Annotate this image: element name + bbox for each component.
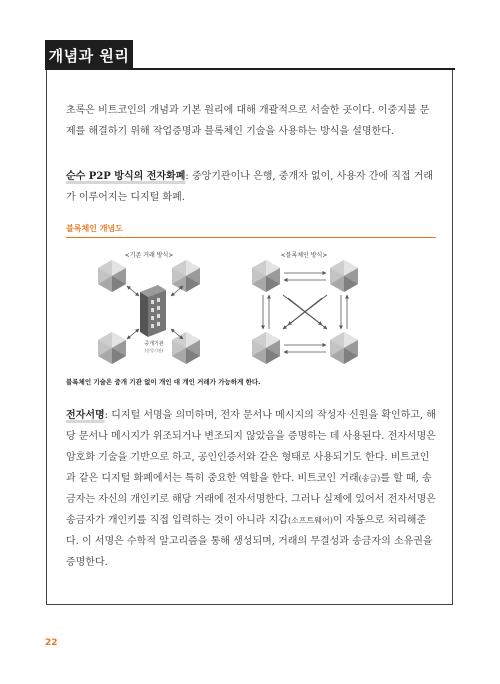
figure-rule — [66, 237, 436, 238]
signature-text-b: 를 할 때, 송금자는 자신의 개인키로 해당 거래에 전자서명한다. 그러나 실제에 있어서 전자서명은 송금자가 개인키를 직접 입력하는 것이 아니라 지갑 — [66, 473, 436, 526]
node-icon — [330, 332, 358, 364]
node-icon — [172, 332, 200, 364]
term-digital-signature: 전자서명 — [66, 410, 105, 421]
center-sublabel: (중앙기관) — [144, 348, 164, 353]
node-icon — [252, 260, 280, 292]
intro-paragraph: 초록은 비트코인의 개념과 기본 원리에 대해 개괄적으로 서술한 곳이다. 이중지불 문제를 해결하기 위해 작업증명과 블록체인 기술을 사용하는 방식을 설명한다. — [66, 105, 430, 137]
node-icon — [252, 332, 280, 364]
p2p-definition-paragraph — [66, 166, 438, 208]
left-diagram-label: <기존 거래 방식> — [124, 252, 174, 259]
link-arrow — [127, 286, 139, 296]
institution-building-icon — [140, 285, 166, 337]
p2p-definition-text: : 중앙기관이나 은행, 중개자 없이, 사용자 간에 직접 거래가 이루어지는 디지털 화폐. — [66, 171, 434, 203]
link-arrow — [171, 286, 183, 296]
link-arrow — [127, 329, 139, 339]
node-icon — [98, 260, 126, 292]
signature-definition-paragraph — [66, 405, 438, 573]
signature-text-c: 이 자동으로 처리해준다. 이 서명은 수학적 알고리즘을 통해 생성되며, 거래의 무결성과 송금자의 소유권을 증명한다. — [66, 515, 433, 568]
figure-caption: 블록체인 기술은 중개 기관 없이 개인 대 개인 거래가 가능하게 한다. — [66, 378, 261, 386]
term-p2p-cash: 순수 P2P 방식의 전자화폐 — [66, 171, 186, 182]
blockchain-diagram — [66, 240, 438, 375]
center-label: 중개기관 — [144, 341, 164, 347]
right-diagram-label: <블록체인 방식> — [280, 252, 328, 259]
signature-note-software: (소프트웨어) — [287, 516, 333, 525]
node-icon — [98, 332, 126, 364]
page-number: 22 — [45, 638, 58, 648]
section-title: 개념과 원리 — [45, 40, 133, 70]
figure-title: 블록체인 개념도 — [66, 224, 123, 233]
signature-note-remittance: (송금) — [358, 474, 381, 483]
signature-text-a: : 디지털 서명을 의미하며, 전자 문서나 메시지의 작성자 신원을 확인하고, 해당 문서나 메시지가 위조되거나 변조되지 않았음을 증명하는 데 사용된다. 전자서명은 암호화 기술을 기반으로 하고, 공인인증서와 같은 형태로 사용되기도 한다. 비트코인과 같은 디지털 화폐에서는 특히 중요한 역할을 한다. 비트코인 거래 — [66, 410, 436, 484]
node-icon — [172, 260, 200, 292]
node-icon — [330, 260, 358, 292]
